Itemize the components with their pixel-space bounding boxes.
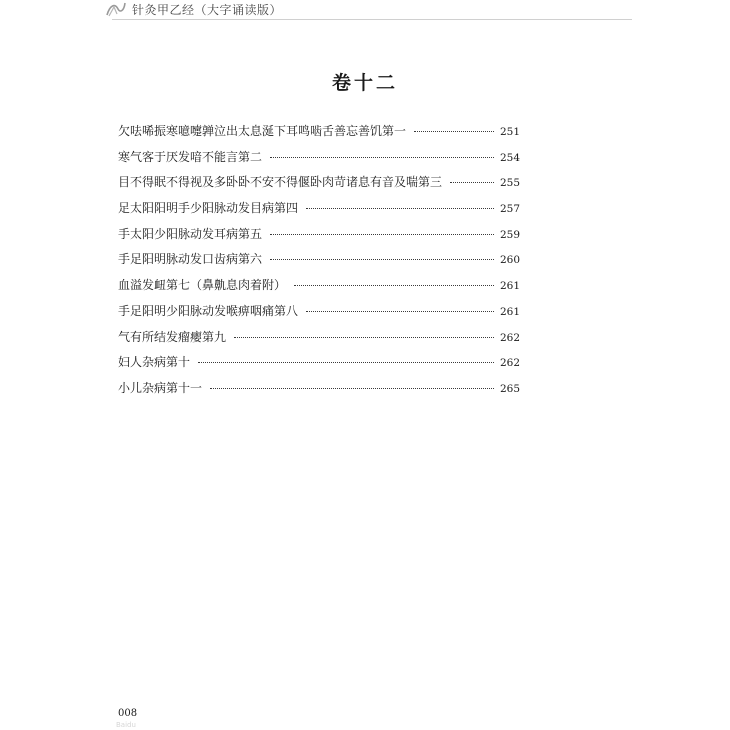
toc-entry-label: 气有所结发瘤瘿第九 [118, 329, 227, 344]
toc-entry-label: 欠呿唏振寒噫嚏亸泣出太息涎下耳鸣啮舌善忘善饥第一 [118, 124, 407, 138]
toc-entry-page: 260 [499, 254, 520, 267]
toc-entry-label: 足太阳阳明手少阳脉动发目病第四 [118, 201, 299, 216]
toc-entry-page: 261 [499, 305, 520, 318]
header-divider [112, 19, 632, 20]
volume-title: 卷十二 [331, 72, 398, 94]
toc-entry[interactable] [118, 148, 520, 174]
toc-entry-page: 254 [499, 151, 520, 164]
toc-entry-page: 257 [499, 203, 520, 216]
toc-entry-label: 手足阳明少阳脉动发喉痹咽痛第八 [118, 303, 299, 318]
toc-entry-page: 251 [499, 126, 520, 138]
dot-leader [294, 285, 494, 286]
toc-entry-page: 255 [499, 177, 520, 190]
dot-leader [270, 259, 494, 260]
book-title: 针灸甲乙经（大字诵读版） [132, 2, 283, 17]
watermark: Baidu [116, 721, 136, 729]
page-header [106, 0, 282, 18]
dot-leader [210, 388, 494, 389]
toc-entry[interactable] [118, 199, 520, 225]
toc-entry[interactable] [118, 302, 520, 328]
table-of-contents [118, 122, 520, 405]
dot-leader [306, 208, 494, 209]
toc-entry-label: 血溢发衄第七（鼻鼽息肉着附） [118, 278, 287, 293]
dot-leader [270, 234, 494, 235]
dot-leader [450, 182, 494, 183]
toc-entry[interactable] [118, 379, 520, 405]
toc-entry-page: 265 [499, 382, 520, 395]
toc-entry[interactable] [118, 250, 520, 276]
toc-entry[interactable] [118, 122, 520, 148]
toc-entry-page: 262 [499, 357, 520, 370]
toc-entry-page: 261 [499, 280, 520, 293]
page-number: 008 [118, 708, 138, 719]
dot-leader [414, 131, 494, 132]
toc-entry[interactable] [118, 173, 520, 199]
toc-entry-label: 小儿杂病第十一 [118, 380, 203, 395]
toc-entry[interactable] [118, 225, 520, 251]
toc-entry-label: 妇人杂病第十 [118, 355, 191, 370]
dot-leader [270, 157, 494, 158]
toc-entry-page: 259 [499, 228, 520, 241]
toc-entry-label: 目不得眠不得视及多卧卧不安不得偃卧肉苛诸息有音及喘第三 [118, 175, 443, 190]
dot-leader [234, 337, 494, 338]
publisher-logo-icon [106, 1, 126, 17]
dot-leader [306, 311, 494, 312]
toc-entry-label: 寒气客于厌发喑不能言第二 [118, 149, 263, 164]
toc-entry-label: 手太阳少阳脉动发耳病第五 [118, 226, 263, 241]
toc-entry[interactable] [118, 353, 520, 379]
toc-entry-label: 手足阳明脉动发口齿病第六 [118, 252, 263, 267]
toc-entry[interactable] [118, 328, 520, 354]
toc-entry-page: 262 [499, 331, 520, 344]
dot-leader [198, 362, 494, 363]
toc-entry[interactable] [118, 276, 520, 302]
